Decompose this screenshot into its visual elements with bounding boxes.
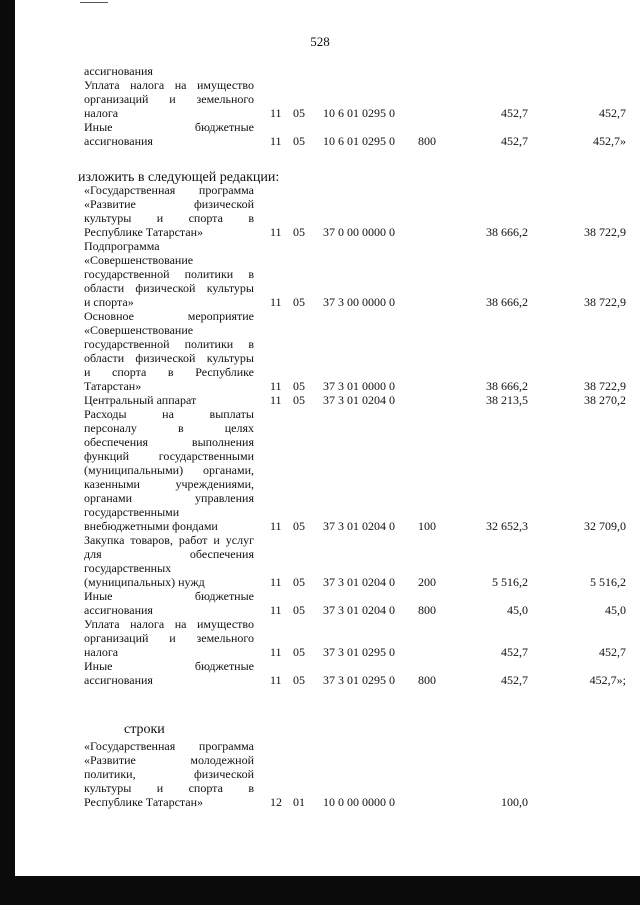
- amount-year-2: 452,7»: [593, 134, 626, 148]
- section-code: 11: [270, 519, 282, 533]
- section-code: 11: [270, 295, 282, 309]
- section-code: 11: [270, 645, 282, 659]
- row-description-line: и спорта в Республике: [84, 365, 254, 379]
- heading-new-edition: изложить в следующей редакции:: [78, 170, 280, 185]
- amount-year-2: 38 722,9: [584, 225, 626, 239]
- amount-year-2: 38 722,9: [584, 379, 626, 393]
- amount-year-2: 452,7: [599, 106, 626, 120]
- row-description-line: государственными: [84, 505, 180, 519]
- row-description-line: «Государственная программа: [84, 183, 254, 197]
- row-description-line: государственной политики в: [84, 337, 254, 351]
- row-description-line: персоналу в целях: [84, 421, 254, 435]
- expense-type-code: 800: [418, 673, 436, 687]
- amount-year-1: 38 213,5: [486, 393, 528, 407]
- row-description-line: и спорта»: [84, 295, 134, 309]
- target-item-code: 37 3 01 0204 0: [323, 603, 395, 617]
- row-description-line: (муниципальных) нужд: [84, 575, 205, 589]
- amount-year-1: 38 666,2: [486, 295, 528, 309]
- amount-year-2: 452,7: [599, 645, 626, 659]
- row-description-line: «Государственная программа: [84, 739, 254, 753]
- expense-type-code: 200: [418, 575, 436, 589]
- amount-year-1: 38 666,2: [486, 225, 528, 239]
- row-description-line: Центральный аппарат: [84, 393, 197, 407]
- target-item-code: 37 3 01 0204 0: [323, 575, 395, 589]
- target-item-code: 37 3 00 0000 0: [323, 295, 395, 309]
- row-description-line: ассигнования: [84, 64, 153, 78]
- amount-year-1: 32 652,3: [486, 519, 528, 533]
- subsection-code: 05: [293, 603, 305, 617]
- subsection-code: 05: [293, 673, 305, 687]
- target-item-code: 37 3 01 0204 0: [323, 393, 395, 407]
- row-description-line: государственной политики в: [84, 267, 254, 281]
- subsection-code: 05: [293, 295, 305, 309]
- subsection-code: 05: [293, 393, 305, 407]
- scan-edge-bottom: [0, 876, 640, 905]
- row-description-line: ассигнования: [84, 134, 153, 148]
- section-code: 11: [270, 673, 282, 687]
- amount-year-1: 452,7: [501, 106, 528, 120]
- amount-year-2: 38 270,2: [584, 393, 626, 407]
- row-description-line: «Развитие молодежной: [84, 753, 254, 767]
- amount-year-1: 100,0: [501, 795, 528, 809]
- subsection-code: 05: [293, 225, 305, 239]
- amount-year-2: 452,7»;: [589, 673, 626, 687]
- amount-year-1: 45,0: [507, 603, 528, 617]
- amount-year-2: 38 722,9: [584, 295, 626, 309]
- amount-year-2: 5 516,2: [590, 575, 626, 589]
- row-description-line: казенными учреждениями,: [84, 477, 254, 491]
- expense-type-code: 100: [418, 519, 436, 533]
- subsection-code: 05: [293, 379, 305, 393]
- expense-type-code: 800: [418, 603, 436, 617]
- target-item-code: 37 3 01 0295 0: [323, 645, 395, 659]
- target-item-code: 37 3 01 0204 0: [323, 519, 395, 533]
- row-description-line: внебюджетными фондами: [84, 519, 218, 533]
- expense-type-code: 800: [418, 134, 436, 148]
- amount-year-2: 32 709,0: [584, 519, 626, 533]
- target-item-code: 10 0 00 0000 0: [323, 795, 395, 809]
- row-description-line: Татарстан»: [84, 379, 142, 393]
- scan-edge-left: [0, 0, 15, 905]
- section-code: 12: [270, 795, 282, 809]
- row-description-line: государственных: [84, 561, 172, 575]
- row-description-line: налога: [84, 645, 119, 659]
- row-description-line: (муниципальными) органами,: [84, 463, 254, 477]
- row-description-line: органами управления: [84, 491, 254, 505]
- row-description-line: Республике Татарстан»: [84, 225, 204, 239]
- row-description-line: «Совершенствование: [84, 323, 194, 337]
- section-code: 11: [270, 603, 282, 617]
- subsection-code: 05: [293, 645, 305, 659]
- row-description-line: области физической культуры: [84, 281, 254, 295]
- section-code: 11: [270, 575, 282, 589]
- target-item-code: 10 6 01 0295 0: [323, 106, 395, 120]
- amount-year-2: 45,0: [605, 603, 626, 617]
- row-description-line: ассигнования: [84, 673, 153, 687]
- target-item-code: 10 6 01 0295 0: [323, 134, 395, 148]
- row-description-line: Иные бюджетные: [84, 589, 254, 603]
- subsection-code: 01: [293, 795, 305, 809]
- heading-rows: строки: [124, 722, 165, 737]
- row-description-line: «Совершенствование: [84, 253, 194, 267]
- target-item-code: 37 3 01 0295 0: [323, 673, 395, 687]
- amount-year-1: 452,7: [501, 645, 528, 659]
- row-description-line: Иные бюджетные: [84, 120, 254, 134]
- row-description-line: Подпрограмма: [84, 239, 160, 253]
- row-description-line: ассигнования: [84, 603, 153, 617]
- row-description-line: Республике Татарстан»: [84, 795, 204, 809]
- row-description-line: политики, физической: [84, 767, 254, 781]
- row-description-line: обеспечения выполнения: [84, 435, 254, 449]
- subsection-code: 05: [293, 575, 305, 589]
- row-description-line: «Развитие физической: [84, 197, 254, 211]
- row-description-line: налога: [84, 106, 119, 120]
- row-description-line: Уплата налога на имущество: [84, 78, 254, 92]
- row-description-line: функций государственными: [84, 449, 254, 463]
- row-description-line: Уплата налога на имущество: [84, 617, 254, 631]
- amount-year-1: 5 516,2: [492, 575, 528, 589]
- target-item-code: 37 3 01 0000 0: [323, 379, 395, 393]
- row-description-line: культуры и спорта в: [84, 211, 254, 225]
- row-description-line: Расходы на выплаты: [84, 407, 254, 421]
- section-code: 11: [270, 393, 282, 407]
- scan-mark-top: [80, 2, 108, 3]
- section-code: 11: [270, 379, 282, 393]
- row-description-line: организаций и земельного: [84, 631, 254, 645]
- section-code: 11: [270, 106, 282, 120]
- row-description-line: для обеспечения: [84, 547, 254, 561]
- subsection-code: 05: [293, 106, 305, 120]
- section-code: 11: [270, 134, 282, 148]
- amount-year-1: 452,7: [501, 673, 528, 687]
- row-description-line: Закупка товаров, работ и услуг: [84, 533, 254, 547]
- row-description-line: Иные бюджетные: [84, 659, 254, 673]
- subsection-code: 05: [293, 519, 305, 533]
- amount-year-1: 452,7: [501, 134, 528, 148]
- section-code: 11: [270, 225, 282, 239]
- row-description-line: Основное мероприятие: [84, 309, 254, 323]
- target-item-code: 37 0 00 0000 0: [323, 225, 395, 239]
- row-description-line: организаций и земельного: [84, 92, 254, 106]
- row-description-line: культуры и спорта в: [84, 781, 254, 795]
- subsection-code: 05: [293, 134, 305, 148]
- row-description-line: области физической культуры: [84, 351, 254, 365]
- page-number: 528: [310, 34, 330, 49]
- amount-year-1: 38 666,2: [486, 379, 528, 393]
